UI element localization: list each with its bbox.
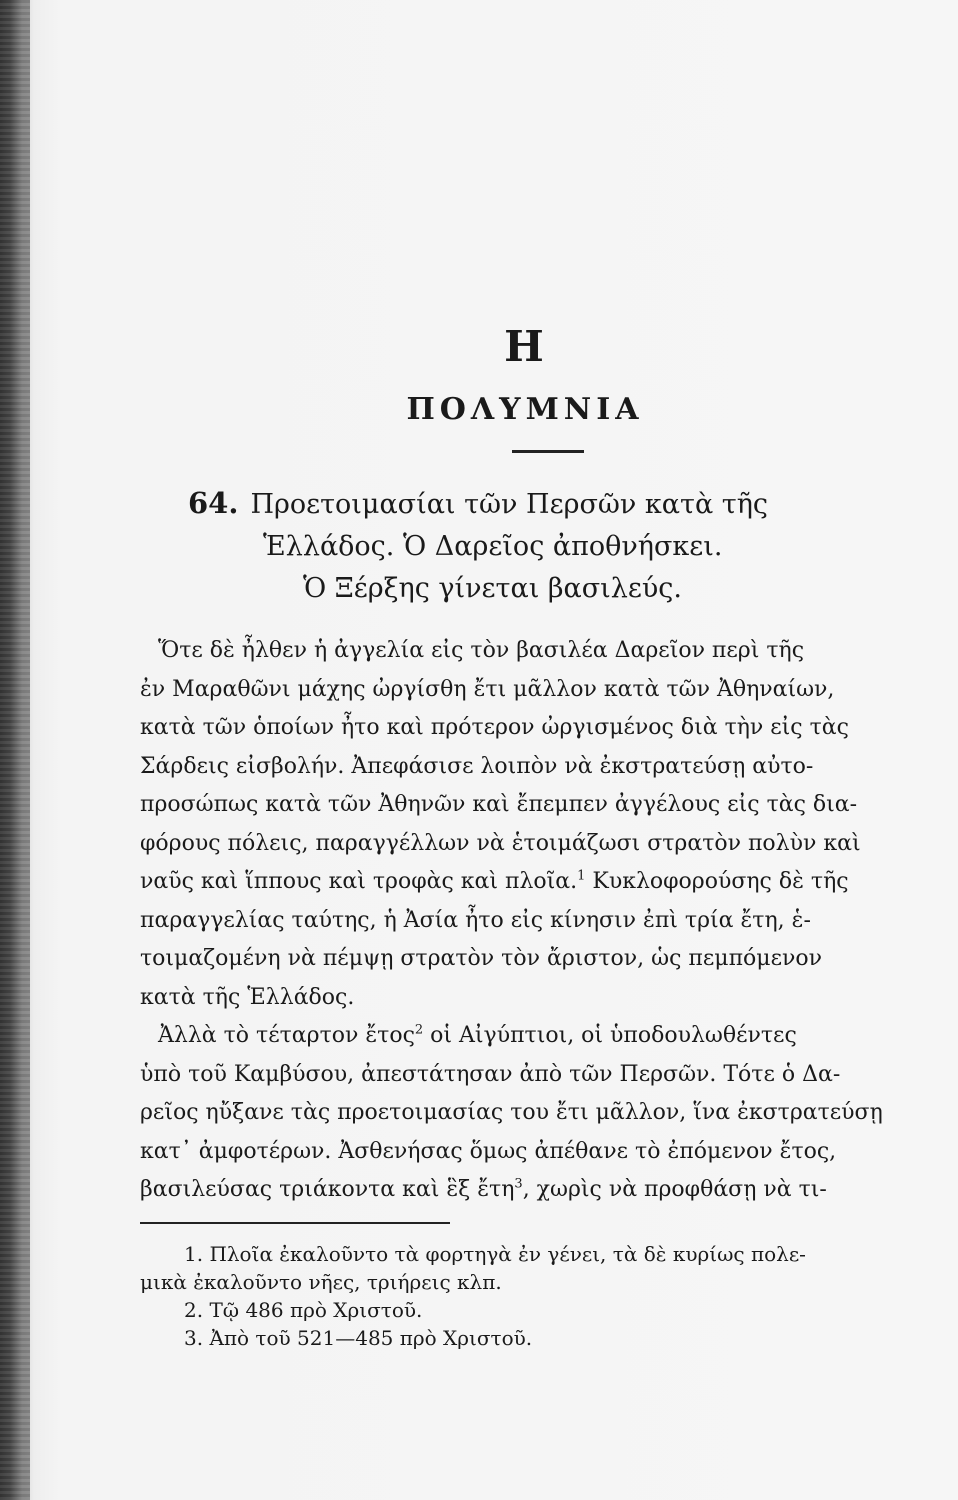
footnote-ref-1: 1 [577,868,586,884]
chapter-number: Η [504,322,546,371]
body-text-span: οἱ Αἰγύπτιοι, οἱ ὑποδουλωθέντες [423,1023,797,1048]
section-heading-line-1 [188,482,908,526]
body-line: προσώπως κατὰ τῶν Ἀθηνῶν καὶ ἔπεμπεν ἀγγέλους εἰς τὰς δια- [140,792,858,817]
chapter-divider [512,450,584,453]
body-line: ἐν Μαραθῶνι μάχης ὠργίσθη ἔτι μᾶλλον κατὰ τῶν Ἀθηναίων, [140,676,835,702]
body-line: ρεῖος ηὔξανε τὰς προετοιμασίας του ἔτι μᾶλλον, ἵνα ἐκστρατεύσῃ [140,1100,883,1125]
footnote-divider [140,1222,450,1224]
section-number: 64. [188,486,239,520]
body-line: κατὰ τῶν ὁποίων ἦτο καὶ πρότερον ὠργισμένος διὰ τὴν εἰς τὰς [140,715,849,740]
body-text [140,632,910,1210]
book-spine-edge [0,0,30,1500]
body-line: κατὰ τῆς Ἑλλάδος. [140,984,355,1010]
body-text-span: βασιλεύσας τριάκοντα καὶ ἓξ ἔτη [140,1177,515,1202]
section-title-part-1: Προετοιμασίαι τῶν Περσῶν κατὰ τῆς [250,489,768,520]
footnote-ref-3: 3 [514,1176,523,1192]
body-line [140,1017,910,1056]
body-text-span: Κυκλοφορούσης δὲ τῆς [585,869,849,894]
body-line: Σάρδεις εἰσβολήν. Ἀπεφάσισε λοιπὸν νὰ ἐκστρατεύσῃ αὐτο- [140,753,814,779]
body-line: φόρους πόλεις, παραγγέλλων νὰ ἑτοιμάζωσι στρατὸν πολὺν καὶ [140,830,861,856]
body-line: ὑπὸ τοῦ Καμβύσου, ἀπεστάτησαν ἀπὸ τῶν Περσῶν. Τότε ὁ Δα- [140,1061,841,1087]
footnote-1: 1. Πλοῖα ἐκαλοῦντο τὰ φορτηγὰ ἐν γένει, τὰ δὲ κυρίως πολε- [184,1242,806,1266]
chapter-title: ΠΟΛΥΜΝΙΑ [406,392,644,427]
footnote-1-continued: μικὰ ἐκαλοῦντο νῆες, τριήρεις κλπ. [140,1270,502,1294]
footnote-2: 2. Τῷ 486 πρὸ Χριστοῦ. [184,1298,423,1322]
body-text-span: ναῦς καὶ ἵππους καὶ τροφὰς καὶ πλοῖα. [140,869,578,894]
body-line: τοιμαζομένη νὰ πέμψῃ στρατὸν τὸν ἄριστον, ὡς πεμπόμενον [140,946,822,971]
body-line: κατ᾽ ἀμφοτέρων. Ἀσθενήσας ὅμως ἀπέθανε τὸ ἐπόμενον ἔτος, [140,1138,837,1164]
page-content [140,0,910,1500]
footnotes [140,1240,910,1352]
body-line: Ὅτε δὲ ἦλθεν ἡ ἀγγελία εἰς τὸν βασιλέα Δαρεῖον περὶ τῆς [158,638,805,663]
section-heading [188,482,908,610]
section-title-part-2: Ἑλλάδος. Ὁ Δαρεῖος ἀποθνήσκει. [263,531,723,562]
body-text-span: , χωρὶς νὰ προφθάσῃ νὰ τι- [522,1177,827,1202]
body-text-span: Ἀλλὰ τὸ τέταρτον ἔτος [158,1023,415,1048]
body-line [140,1171,910,1210]
footnote-ref-2: 2 [414,1022,424,1038]
section-title-part-3: Ὁ Ξέρξης γίνεται βασιλεύς. [303,573,682,604]
body-line: παραγγελίας ταύτης, ἡ Ἀσία ἦτο εἰς κίνησιν ἐπὶ τρία ἔτη, ἑ- [140,907,811,933]
footnote-3: 3. Ἀπὸ τοῦ 521—485 πρὸ Χριστοῦ. [184,1326,533,1350]
body-line [140,863,910,902]
